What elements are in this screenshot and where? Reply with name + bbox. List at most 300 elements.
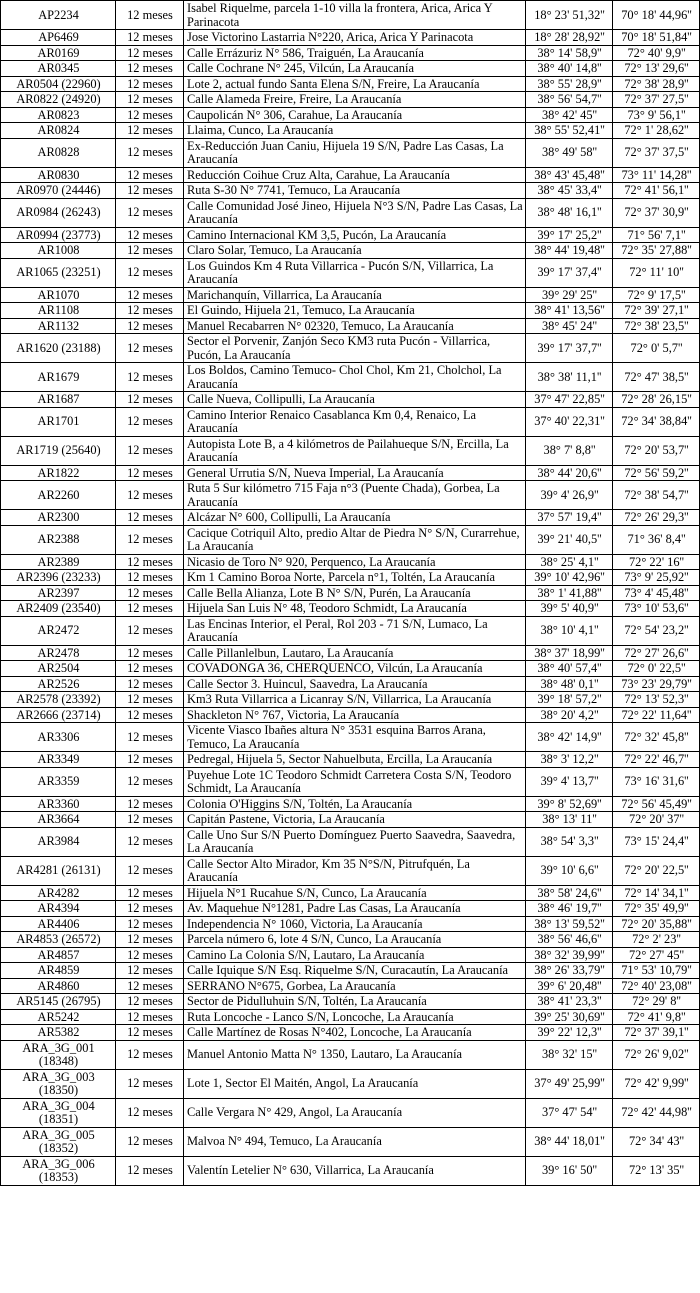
address-cell: Los Guindos Km 4 Ruta Villarrica - Pucón S/N, Villarrica, La Araucanía bbox=[184, 258, 526, 287]
address-cell: Malvoa N° 494, Temuco, La Araucanía bbox=[184, 1127, 526, 1156]
latitude-cell: 38° 55' 28,9'' bbox=[526, 76, 613, 92]
table-row bbox=[1, 167, 700, 183]
table-row bbox=[1, 1, 700, 30]
longitude-cell: 72° 38' 28,9'' bbox=[613, 76, 700, 92]
latitude-cell: 38° 40' 57,4'' bbox=[526, 661, 613, 677]
longitude-cell: 72° 20' 35,88'' bbox=[613, 916, 700, 932]
latitude-cell: 18° 28' 28,92'' bbox=[526, 30, 613, 46]
table-row bbox=[1, 994, 700, 1010]
address-cell: COVADONGA 36, CHERQUENCO, Vilcún, La Araucanía bbox=[184, 661, 526, 677]
latitude-cell: 38° 55' 52,41'' bbox=[526, 123, 613, 139]
longitude-cell: 71° 53' 10,79'' bbox=[613, 963, 700, 979]
longitude-cell: 72° 13' 52,3'' bbox=[613, 692, 700, 708]
table-row bbox=[1, 183, 700, 199]
longitude-cell: 73° 16' 31,6'' bbox=[613, 767, 700, 796]
latitude-cell: 38° 42' 45'' bbox=[526, 107, 613, 123]
longitude-cell: 72° 22' 46,7'' bbox=[613, 752, 700, 768]
latitude-cell: 37° 47' 54'' bbox=[526, 1098, 613, 1127]
site-id-cell: AR1701 bbox=[1, 407, 116, 436]
duration-cell: 12 meses bbox=[116, 1, 184, 30]
address-cell: Valentín Letelier N° 630, Villarrica, La Araucanía bbox=[184, 1156, 526, 1185]
site-id-cell: AR1065 (23251) bbox=[1, 258, 116, 287]
latitude-cell: 38° 48' 16,1'' bbox=[526, 198, 613, 227]
duration-cell: 12 meses bbox=[116, 554, 184, 570]
latitude-cell: 39° 17' 25,2'' bbox=[526, 227, 613, 243]
latitude-cell: 38° 45' 24'' bbox=[526, 318, 613, 334]
table-row bbox=[1, 585, 700, 601]
site-id-cell: ARA_3G_005 (18352) bbox=[1, 1127, 116, 1156]
duration-cell: 12 meses bbox=[116, 243, 184, 259]
duration-cell: 12 meses bbox=[116, 363, 184, 392]
duration-cell: 12 meses bbox=[116, 107, 184, 123]
duration-cell: 12 meses bbox=[116, 856, 184, 885]
duration-cell: 12 meses bbox=[116, 334, 184, 363]
longitude-cell: 72° 14' 34,1'' bbox=[613, 885, 700, 901]
address-cell: Calle Sector 3. Huincul, Saavedra, La Araucanía bbox=[184, 676, 526, 692]
site-id-cell: AR0828 bbox=[1, 138, 116, 167]
longitude-cell: 73° 4' 45,48'' bbox=[613, 585, 700, 601]
address-cell: El Guindo, Hijuela 21, Temuco, La Araucanía bbox=[184, 303, 526, 319]
longitude-cell: 73° 23' 29,79'' bbox=[613, 676, 700, 692]
longitude-cell: 72° 20' 22,5'' bbox=[613, 856, 700, 885]
site-id-cell: AR4859 bbox=[1, 963, 116, 979]
longitude-cell: 72° 28' 26,15'' bbox=[613, 392, 700, 408]
address-cell: Los Boldos, Camino Temuco- Chol Chol, Km 21, Cholchol, La Araucanía bbox=[184, 363, 526, 392]
longitude-cell: 72° 56' 59,2'' bbox=[613, 465, 700, 481]
latitude-cell: 39° 17' 37,7'' bbox=[526, 334, 613, 363]
duration-cell: 12 meses bbox=[116, 796, 184, 812]
address-cell: General Urrutia S/N, Nueva Imperial, La Araucanía bbox=[184, 465, 526, 481]
address-cell: Las Encinas Interior, el Peral, Rol 203 - 71 S/N, Lumaco, La Araucanía bbox=[184, 616, 526, 645]
duration-cell: 12 meses bbox=[116, 183, 184, 199]
site-id-cell: AR2396 (23233) bbox=[1, 570, 116, 586]
site-id-cell: AR0504 (22960) bbox=[1, 76, 116, 92]
longitude-cell: 72° 42' 9,99'' bbox=[613, 1069, 700, 1098]
latitude-cell: 18° 23' 51,32'' bbox=[526, 1, 613, 30]
table-row bbox=[1, 1025, 700, 1041]
address-cell: Vicente Viasco Ibañes altura N° 3531 esquina Barros Arana, Temuco, La Araucanía bbox=[184, 723, 526, 752]
site-id-cell: AR0823 bbox=[1, 107, 116, 123]
latitude-cell: 38° 44' 19,48'' bbox=[526, 243, 613, 259]
latitude-cell: 38° 56' 54,7'' bbox=[526, 92, 613, 108]
duration-cell: 12 meses bbox=[116, 436, 184, 465]
address-cell: Manuel Recabarren N° 02320, Temuco, La Araucanía bbox=[184, 318, 526, 334]
site-id-cell: AR4860 bbox=[1, 978, 116, 994]
latitude-cell: 38° 26' 33,79'' bbox=[526, 963, 613, 979]
duration-cell: 12 meses bbox=[116, 645, 184, 661]
longitude-cell: 72° 26' 29,3'' bbox=[613, 510, 700, 526]
longitude-cell: 72° 0' 5,7'' bbox=[613, 334, 700, 363]
site-id-cell: AR4394 bbox=[1, 901, 116, 917]
address-cell: Marichanquín, Villarrica, La Araucanía bbox=[184, 287, 526, 303]
table-row bbox=[1, 916, 700, 932]
address-cell: Calle Vergara N° 429, Angol, La Araucanía bbox=[184, 1098, 526, 1127]
site-id-cell: AR2409 (23540) bbox=[1, 601, 116, 617]
longitude-cell: 72° 2' 23'' bbox=[613, 932, 700, 948]
longitude-cell: 72° 38' 23,5'' bbox=[613, 318, 700, 334]
duration-cell: 12 meses bbox=[116, 303, 184, 319]
sites-table-body bbox=[1, 1, 700, 1186]
table-row bbox=[1, 554, 700, 570]
latitude-cell: 38° 44' 20,6'' bbox=[526, 465, 613, 481]
table-row bbox=[1, 767, 700, 796]
table-row bbox=[1, 752, 700, 768]
duration-cell: 12 meses bbox=[116, 61, 184, 77]
duration-cell: 12 meses bbox=[116, 510, 184, 526]
address-cell: Km 1 Camino Boroa Norte, Parcela n°1, Toltén, La Araucanía bbox=[184, 570, 526, 586]
address-cell: Calle Nueva, Collipulli, La Araucanía bbox=[184, 392, 526, 408]
duration-cell: 12 meses bbox=[116, 167, 184, 183]
table-row bbox=[1, 856, 700, 885]
address-cell: Manuel Antonio Matta N° 1350, Lautaro, La Araucanía bbox=[184, 1040, 526, 1069]
address-cell: Ruta 5 Sur kilómetro 715 Faja n°3 (Puente Chada), Gorbea, La Araucanía bbox=[184, 481, 526, 510]
site-id-cell: AR2578 (23392) bbox=[1, 692, 116, 708]
duration-cell: 12 meses bbox=[116, 1009, 184, 1025]
latitude-cell: 39° 4' 13,7'' bbox=[526, 767, 613, 796]
table-row bbox=[1, 481, 700, 510]
site-id-cell: AR2504 bbox=[1, 661, 116, 677]
longitude-cell: 72° 1' 28,62'' bbox=[613, 123, 700, 139]
site-id-cell: AR2472 bbox=[1, 616, 116, 645]
latitude-cell: 38° 25' 4,1'' bbox=[526, 554, 613, 570]
longitude-cell: 72° 56' 45,49'' bbox=[613, 796, 700, 812]
duration-cell: 12 meses bbox=[116, 901, 184, 917]
site-id-cell: AP6469 bbox=[1, 30, 116, 46]
site-id-cell: ARA_3G_006 (18353) bbox=[1, 1156, 116, 1185]
address-cell: Reducción Coihue Cruz Alta, Carahue, La Araucanía bbox=[184, 167, 526, 183]
longitude-cell: 72° 11' 10'' bbox=[613, 258, 700, 287]
longitude-cell: 72° 37' 27,5'' bbox=[613, 92, 700, 108]
site-id-cell: AR2300 bbox=[1, 510, 116, 526]
table-row bbox=[1, 827, 700, 856]
address-cell: Alcázar N° 600, Collipulli, La Araucanía bbox=[184, 510, 526, 526]
table-row bbox=[1, 901, 700, 917]
table-row bbox=[1, 1156, 700, 1185]
site-id-cell: AR1687 bbox=[1, 392, 116, 408]
latitude-cell: 38° 32' 15'' bbox=[526, 1040, 613, 1069]
address-cell: Ex-Reducción Juan Caniu, Hijuela 19 S/N, Padre Las Casas, La Araucanía bbox=[184, 138, 526, 167]
latitude-cell: 38° 14' 58,9'' bbox=[526, 45, 613, 61]
address-cell: Km3 Ruta Villarrica a Licanray S/N, Villarrica, La Araucanía bbox=[184, 692, 526, 708]
latitude-cell: 39° 6' 20,48'' bbox=[526, 978, 613, 994]
longitude-cell: 72° 40' 9,9'' bbox=[613, 45, 700, 61]
address-cell: Calle Martínez de Rosas N°402, Loncoche, La Araucanía bbox=[184, 1025, 526, 1041]
address-cell: Calle Cochrane N° 245, Vilcún, La Araucanía bbox=[184, 61, 526, 77]
duration-cell: 12 meses bbox=[116, 76, 184, 92]
latitude-cell: 39° 29' 25'' bbox=[526, 287, 613, 303]
longitude-cell: 71° 56' 7,1'' bbox=[613, 227, 700, 243]
duration-cell: 12 meses bbox=[116, 465, 184, 481]
site-id-cell: AR3360 bbox=[1, 796, 116, 812]
address-cell: Hijuela N°1 Rucahue S/N, Cunco, La Araucanía bbox=[184, 885, 526, 901]
table-row bbox=[1, 45, 700, 61]
site-id-cell: AR3664 bbox=[1, 812, 116, 828]
duration-cell: 12 meses bbox=[116, 1127, 184, 1156]
table-row bbox=[1, 318, 700, 334]
duration-cell: 12 meses bbox=[116, 947, 184, 963]
address-cell: Lote 2, actual fundo Santa Elena S/N, Freire, La Araucanía bbox=[184, 76, 526, 92]
address-cell: Nicasio de Toro N° 920, Perquenco, La Araucanía bbox=[184, 554, 526, 570]
longitude-cell: 72° 13' 35'' bbox=[613, 1156, 700, 1185]
latitude-cell: 39° 5' 40,9'' bbox=[526, 601, 613, 617]
site-id-cell: AR5145 (26795) bbox=[1, 994, 116, 1010]
longitude-cell: 70° 18' 51,84'' bbox=[613, 30, 700, 46]
duration-cell: 12 meses bbox=[116, 318, 184, 334]
site-id-cell: AR2260 bbox=[1, 481, 116, 510]
site-id-cell: AR2666 (23714) bbox=[1, 707, 116, 723]
longitude-cell: 72° 26' 9,02'' bbox=[613, 1040, 700, 1069]
table-row bbox=[1, 1069, 700, 1098]
longitude-cell: 72° 0' 22,5'' bbox=[613, 661, 700, 677]
site-id-cell: AR5382 bbox=[1, 1025, 116, 1041]
site-id-cell: AR3306 bbox=[1, 723, 116, 752]
longitude-cell: 70° 18' 44,96'' bbox=[613, 1, 700, 30]
address-cell: SERRANO N°675, Gorbea, La Araucanía bbox=[184, 978, 526, 994]
duration-cell: 12 meses bbox=[116, 692, 184, 708]
address-cell: Claro Solar, Temuco, La Araucanía bbox=[184, 243, 526, 259]
latitude-cell: 37° 57' 19,4'' bbox=[526, 510, 613, 526]
site-id-cell: AR5242 bbox=[1, 1009, 116, 1025]
table-row bbox=[1, 334, 700, 363]
duration-cell: 12 meses bbox=[116, 45, 184, 61]
duration-cell: 12 meses bbox=[116, 570, 184, 586]
duration-cell: 12 meses bbox=[116, 601, 184, 617]
address-cell: Ruta S-30 N° 7741, Temuco, La Araucanía bbox=[184, 183, 526, 199]
longitude-cell: 72° 40' 23,08'' bbox=[613, 978, 700, 994]
longitude-cell: 72° 32' 45,8'' bbox=[613, 723, 700, 752]
site-id-cell: AR3359 bbox=[1, 767, 116, 796]
longitude-cell: 72° 34' 43'' bbox=[613, 1127, 700, 1156]
address-cell: Lote 1, Sector El Maitén, Angol, La Araucanía bbox=[184, 1069, 526, 1098]
site-id-cell: AR4853 (26572) bbox=[1, 932, 116, 948]
table-row bbox=[1, 76, 700, 92]
address-cell: Hijuela San Luis N° 48, Teodoro Schmidt, La Araucanía bbox=[184, 601, 526, 617]
site-id-cell: AR1679 bbox=[1, 363, 116, 392]
longitude-cell: 72° 34' 38,84'' bbox=[613, 407, 700, 436]
latitude-cell: 38° 43' 45,48'' bbox=[526, 167, 613, 183]
longitude-cell: 72° 38' 54,7'' bbox=[613, 481, 700, 510]
address-cell: Calle Alameda Freire, Freire, La Araucanía bbox=[184, 92, 526, 108]
longitude-cell: 72° 20' 37'' bbox=[613, 812, 700, 828]
duration-cell: 12 meses bbox=[116, 978, 184, 994]
site-id-cell: AR1008 bbox=[1, 243, 116, 259]
address-cell: Parcela número 6, lote 4 S/N, Cunco, La Araucanía bbox=[184, 932, 526, 948]
site-id-cell: AR1132 bbox=[1, 318, 116, 334]
table-row bbox=[1, 198, 700, 227]
site-id-cell: AR2388 bbox=[1, 525, 116, 554]
duration-cell: 12 meses bbox=[116, 198, 184, 227]
latitude-cell: 38° 38' 11,1'' bbox=[526, 363, 613, 392]
latitude-cell: 39° 18' 57,2'' bbox=[526, 692, 613, 708]
site-id-cell: AP2234 bbox=[1, 1, 116, 30]
table-row bbox=[1, 885, 700, 901]
site-id-cell: AR4857 bbox=[1, 947, 116, 963]
table-row bbox=[1, 645, 700, 661]
address-cell: Pedregal, Hijuela 5, Sector Nahuelbuta, Ercilla, La Araucanía bbox=[184, 752, 526, 768]
address-cell: Calle Sector Alto Mirador, Km 35 N°S/N, Pitrufquén, La Araucanía bbox=[184, 856, 526, 885]
longitude-cell: 73° 10' 53,6'' bbox=[613, 601, 700, 617]
duration-cell: 12 meses bbox=[116, 994, 184, 1010]
table-row bbox=[1, 676, 700, 692]
address-cell: Sector el Porvenir, Zanjón Seco KM3 ruta Pucón - Villarrica, Pucón, La Araucanía bbox=[184, 334, 526, 363]
latitude-cell: 39° 22' 12,3'' bbox=[526, 1025, 613, 1041]
latitude-cell: 38° 40' 14,8'' bbox=[526, 61, 613, 77]
longitude-cell: 72° 35' 49,9'' bbox=[613, 901, 700, 917]
duration-cell: 12 meses bbox=[116, 287, 184, 303]
site-id-cell: AR0994 (23773) bbox=[1, 227, 116, 243]
table-row bbox=[1, 570, 700, 586]
latitude-cell: 39° 10' 6,6'' bbox=[526, 856, 613, 885]
latitude-cell: 38° 10' 4,1'' bbox=[526, 616, 613, 645]
table-row bbox=[1, 616, 700, 645]
site-id-cell: AR0169 bbox=[1, 45, 116, 61]
longitude-cell: 72° 37' 30,9'' bbox=[613, 198, 700, 227]
site-id-cell: AR4281 (26131) bbox=[1, 856, 116, 885]
address-cell: Puyehue Lote 1C Teodoro Schmidt Carretera Costa S/N, Teodoro Schmidt, La Araucanía bbox=[184, 767, 526, 796]
table-row bbox=[1, 796, 700, 812]
table-row bbox=[1, 601, 700, 617]
latitude-cell: 39° 25' 30,69'' bbox=[526, 1009, 613, 1025]
duration-cell: 12 meses bbox=[116, 138, 184, 167]
address-cell: Camino Interior Renaico Casablanca Km 0,4, Renaico, La Araucanía bbox=[184, 407, 526, 436]
site-id-cell: AR1620 (23188) bbox=[1, 334, 116, 363]
table-row bbox=[1, 107, 700, 123]
address-cell: Calle Pillanlelbun, Lautaro, La Araucanía bbox=[184, 645, 526, 661]
table-row bbox=[1, 138, 700, 167]
address-cell: Colonia O'Higgins S/N, Toltén, La Araucanía bbox=[184, 796, 526, 812]
longitude-cell: 72° 41' 56,1'' bbox=[613, 183, 700, 199]
latitude-cell: 38° 56' 46,6'' bbox=[526, 932, 613, 948]
longitude-cell: 73° 15' 24,4'' bbox=[613, 827, 700, 856]
table-row bbox=[1, 407, 700, 436]
table-row bbox=[1, 61, 700, 77]
table-row bbox=[1, 243, 700, 259]
latitude-cell: 38° 20' 4,2'' bbox=[526, 707, 613, 723]
address-cell: Autopista Lote B, a 4 kilómetros de Pailahueque S/N, Ercilla, La Araucanía bbox=[184, 436, 526, 465]
latitude-cell: 38° 45' 33,4'' bbox=[526, 183, 613, 199]
latitude-cell: 38° 49' 58'' bbox=[526, 138, 613, 167]
address-cell: Camino La Colonia S/N, Lautaro, La Araucanía bbox=[184, 947, 526, 963]
address-cell: Jose Victorino Lastarria N°220, Arica, Arica Y Parinacota bbox=[184, 30, 526, 46]
longitude-cell: 72° 20' 53,7'' bbox=[613, 436, 700, 465]
table-row bbox=[1, 510, 700, 526]
latitude-cell: 38° 1' 41,88'' bbox=[526, 585, 613, 601]
latitude-cell: 38° 32' 39,99'' bbox=[526, 947, 613, 963]
duration-cell: 12 meses bbox=[116, 1025, 184, 1041]
site-id-cell: ARA_3G_001 (18348) bbox=[1, 1040, 116, 1069]
site-id-cell: AR0970 (24446) bbox=[1, 183, 116, 199]
longitude-cell: 72° 37' 37,5'' bbox=[613, 138, 700, 167]
site-id-cell: AR2526 bbox=[1, 676, 116, 692]
duration-cell: 12 meses bbox=[116, 616, 184, 645]
table-row bbox=[1, 947, 700, 963]
duration-cell: 12 meses bbox=[116, 123, 184, 139]
table-row bbox=[1, 30, 700, 46]
duration-cell: 12 meses bbox=[116, 723, 184, 752]
duration-cell: 12 meses bbox=[116, 481, 184, 510]
duration-cell: 12 meses bbox=[116, 407, 184, 436]
duration-cell: 12 meses bbox=[116, 1156, 184, 1185]
address-cell: Camino Internacional KM 3,5, Pucón, La Araucanía bbox=[184, 227, 526, 243]
site-id-cell: AR0824 bbox=[1, 123, 116, 139]
table-row bbox=[1, 1098, 700, 1127]
address-cell: Sector de Pidulluhuin S/N, Toltén, La Araucanía bbox=[184, 994, 526, 1010]
longitude-cell: 72° 37' 39,1'' bbox=[613, 1025, 700, 1041]
address-cell: Calle Errázuriz N° 586, Traiguén, La Araucanía bbox=[184, 45, 526, 61]
duration-cell: 12 meses bbox=[116, 392, 184, 408]
longitude-cell: 72° 41' 9,8'' bbox=[613, 1009, 700, 1025]
latitude-cell: 38° 42' 14,9'' bbox=[526, 723, 613, 752]
table-row bbox=[1, 963, 700, 979]
table-row bbox=[1, 363, 700, 392]
latitude-cell: 39° 16' 50'' bbox=[526, 1156, 613, 1185]
site-id-cell: AR1822 bbox=[1, 465, 116, 481]
table-row bbox=[1, 812, 700, 828]
latitude-cell: 37° 47' 22,85'' bbox=[526, 392, 613, 408]
address-cell: Calle Iquique S/N Esq. Riquelme S/N, Curacautín, La Araucanía bbox=[184, 963, 526, 979]
address-cell: Ruta Loncoche - Lanco S/N, Loncoche, La Araucanía bbox=[184, 1009, 526, 1025]
table-row bbox=[1, 287, 700, 303]
duration-cell: 12 meses bbox=[116, 92, 184, 108]
site-id-cell: ARA_3G_004 (18351) bbox=[1, 1098, 116, 1127]
address-cell: Calle Comunidad José Jineo, Hijuela N°3 S/N, Padre Las Casas, La Araucanía bbox=[184, 198, 526, 227]
address-cell: Caupolicán N° 306, Carahue, La Araucanía bbox=[184, 107, 526, 123]
longitude-cell: 72° 9' 17,5'' bbox=[613, 287, 700, 303]
table-row bbox=[1, 258, 700, 287]
table-row bbox=[1, 227, 700, 243]
duration-cell: 12 meses bbox=[116, 30, 184, 46]
site-id-cell: AR1719 (25640) bbox=[1, 436, 116, 465]
longitude-cell: 72° 42' 44,98'' bbox=[613, 1098, 700, 1127]
latitude-cell: 38° 58' 24,6'' bbox=[526, 885, 613, 901]
duration-cell: 12 meses bbox=[116, 827, 184, 856]
site-id-cell: AR2397 bbox=[1, 585, 116, 601]
latitude-cell: 38° 13' 11'' bbox=[526, 812, 613, 828]
table-row bbox=[1, 465, 700, 481]
latitude-cell: 38° 46' 19,7'' bbox=[526, 901, 613, 917]
table-row bbox=[1, 436, 700, 465]
address-cell: Av. Maquehue N°1281, Padre Las Casas, La Araucanía bbox=[184, 901, 526, 917]
table-row bbox=[1, 692, 700, 708]
longitude-cell: 72° 39' 27,1'' bbox=[613, 303, 700, 319]
table-row bbox=[1, 661, 700, 677]
table-row bbox=[1, 1127, 700, 1156]
address-cell: Llaima, Cunco, La Araucanía bbox=[184, 123, 526, 139]
site-id-cell: AR2478 bbox=[1, 645, 116, 661]
address-cell: Capitán Pastene, Victoria, La Araucanía bbox=[184, 812, 526, 828]
site-id-cell: AR0984 (26243) bbox=[1, 198, 116, 227]
table-row bbox=[1, 978, 700, 994]
address-cell: Calle Uno Sur S/N Puerto Domínguez Puerto Saavedra, Saavedra, La Araucanía bbox=[184, 827, 526, 856]
longitude-cell: 72° 22' 11,64'' bbox=[613, 707, 700, 723]
address-cell: Independencia N° 1060, Victoria, La Araucanía bbox=[184, 916, 526, 932]
latitude-cell: 39° 8' 52,69'' bbox=[526, 796, 613, 812]
table-row bbox=[1, 707, 700, 723]
site-id-cell: AR3349 bbox=[1, 752, 116, 768]
duration-cell: 12 meses bbox=[116, 676, 184, 692]
longitude-cell: 72° 54' 23,2'' bbox=[613, 616, 700, 645]
longitude-cell: 72° 47' 38,5'' bbox=[613, 363, 700, 392]
longitude-cell: 73° 11' 14,28'' bbox=[613, 167, 700, 183]
duration-cell: 12 meses bbox=[116, 1040, 184, 1069]
address-cell: Cacique Cotriquil Alto, predio Altar de Piedra N° S/N, Curarrehue, La Araucanía bbox=[184, 525, 526, 554]
site-id-cell: AR3984 bbox=[1, 827, 116, 856]
latitude-cell: 38° 3' 12,2'' bbox=[526, 752, 613, 768]
duration-cell: 12 meses bbox=[116, 258, 184, 287]
site-id-cell: AR0830 bbox=[1, 167, 116, 183]
site-id-cell: AR1108 bbox=[1, 303, 116, 319]
table-row bbox=[1, 525, 700, 554]
